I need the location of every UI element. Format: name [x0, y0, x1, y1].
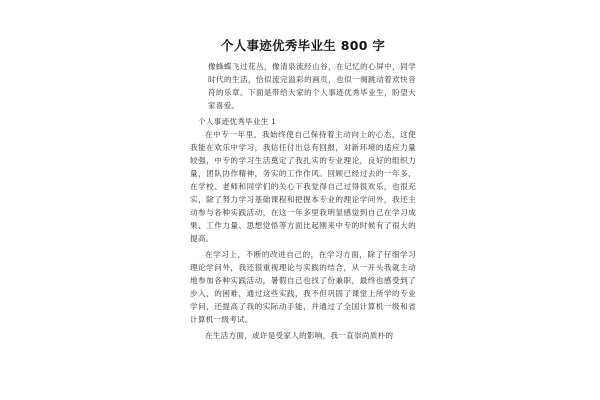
body-paragraph: 在中专一年里，我始终使自己保持着主动向上的心态，这使我能在欢乐中学习，我信任付出总有回报，对新环境的适应力量较强，中专的学习生活奠定了我扎实的专业理论，良好的组织力量，团队协作精神，务实的工作作风。回顾已经过去的一年多，在学校、老师和同学们的关心下我觉得自己过得很欢乐，也很充实，除了努力学习基础课程和把握本专业的理论学问外，我还主动参与各种实践活动，在这一年多里我明显感觉到自己在学习成果、工作力量、思想觉悟等方面比起刚来中专的时候有了很大的提高。 — [190, 130, 416, 243]
intro-paragraph: 像蜂蝶飞过花丛，像清泉流经山谷，在记忆的心屏中，同学时代的生活，恰似流完溢彩的画页，也似一阕跳动着欢快音符的乐章。下面是带给大家的个人事迹优秀毕业生，盼望大家喜爱。 — [208, 62, 416, 110]
document-page — [190, 30, 416, 345]
document-title: 个人事迹优秀毕业生 800 字 — [220, 38, 386, 53]
body-paragraph: 在生活方面，或许是受家人的影响，我一直崇尚质朴的 — [205, 331, 394, 340]
body-paragraph: 在学习上，不断的改进自己的，在学习方面，除了仔细学习理论学问外，我还很重视理论与实践的结合，从一开头我就主动地参加各种实践活动，暑假自己也找了份兼职，最终也感受到了步入，的困难，通过这些实践，我不但巩固了课堂上所学的专业学问，还提高了我的实际动手能，并通过了全国计算机一级和省计算机一级考试。 — [190, 250, 416, 324]
section-heading: 个人事迹优秀毕业生 1 — [198, 117, 277, 126]
